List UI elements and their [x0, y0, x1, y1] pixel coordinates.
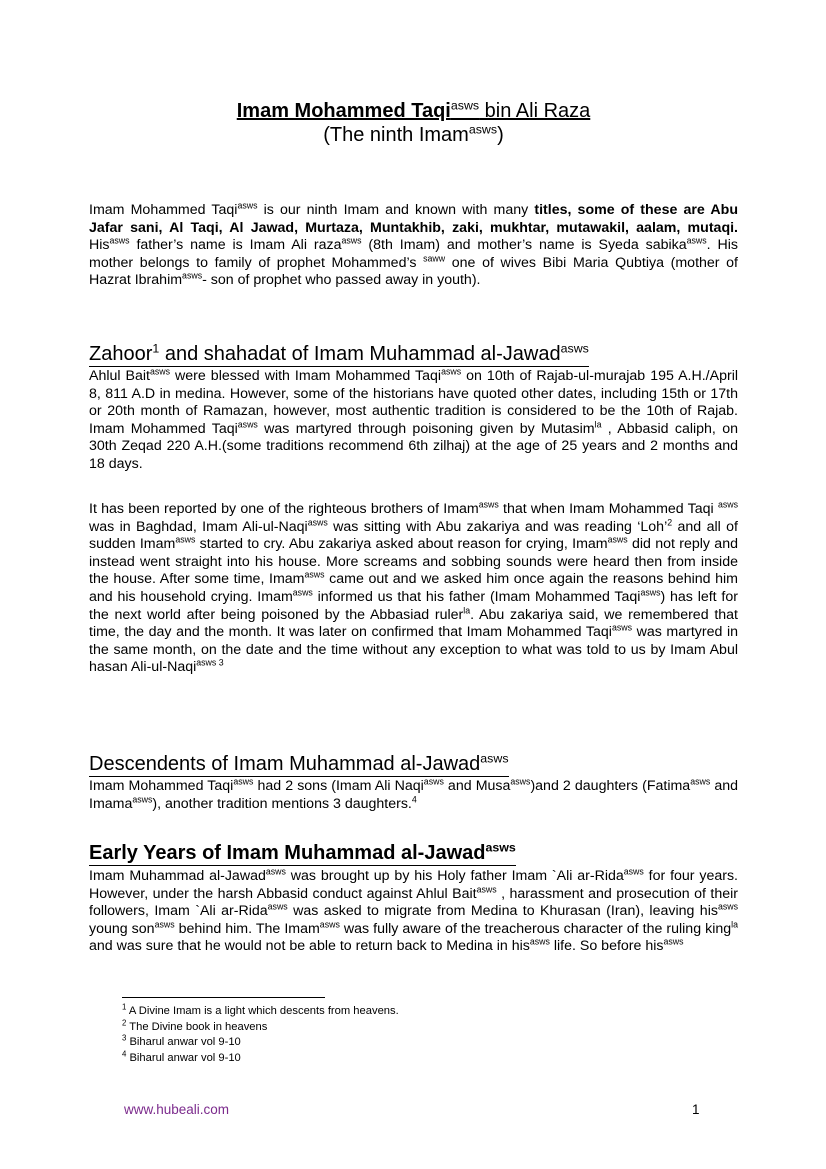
title-rest: bin Ali Raza [479, 100, 591, 122]
descendents-paragraph: Imam Mohammed Taqi$^{asws}$ had 2 sons (Imam Ali Naqi$^{asws}$ and Musa$^{asws}$)and 2 daughters (Fatima$^{asws}$ and Imama$^{asws}$), another tradition mentions 3 daughters.$^4$ [89, 776, 738, 812]
section-heading-descendents: Descendents of Imam Muhammad al-Jawad$^{asws}$ [89, 751, 509, 775]
footnote-2: $^2$ The Divine book in heavens [122, 1017, 268, 1033]
subtitle: (The ninth Imam$^{asws}$) [323, 122, 504, 146]
page-title: Imam Mohammed Taqi$^{asws}$ bin Ali Raza (The ninth Imam$^{asws}$) [89, 99, 738, 147]
section-heading-early-years: Early Years of Imam Muhammad al-Jawad$^{asws}$ [89, 840, 516, 864]
section-heading-zahoor: Zahoor$^1$ and shahadat of Imam Muhammad al-Jawad$^{asws}$ [89, 341, 589, 365]
page-number: 1 [692, 1102, 700, 1117]
footnote-4: $^4$ Biharul anwar vol 9-10 [122, 1048, 241, 1064]
footnote-3: $^3$ Biharul anwar vol 9-10 [122, 1033, 241, 1048]
early-years-paragraph: Imam Muhammad al-Jawad$^{asws}$ was brought up by his Holy father Imam `Ali ar-Rida$^{asws}$ for four years. However, under the harsh Abbasid conduct against Ahlul Bait$^{asws}$ , harassment and prosecution of their followers, Imam `Ali ar-Rida$^{asws}$ was asked to migrate from Medina to Khurasan (Iran), leaving his$^{asws}$ young son$^{asws}$ behind him. The Imam$^{asws}$ was fully aware of the treacherous character of the ruling king$^{la}$ and was sure that he would not be able to return back to Medina in his$^{asws}$ life. So before his$^{asws}$ [89, 866, 738, 955]
footnote-divider [122, 997, 325, 998]
loh-narration-paragraph: It has been reported by one of the righteous brothers of Imam$^{asws}$ that when Imam Mohammed Taqi $^{asws}$ was in Baghdad, Imam Ali-ul-Naqi$^{asws}$ was sitting with Abu zakariya and was reading ‘Loh’$^2$ and all of sudden Imam$^{asws}$ started to cry. Abu zakariya asked about reason for crying, Imam$^{asws}$ did not reply and instead went straight into his house. More screams and sobbing sounds were heard then from inside the house. After some time, Imam$^{asws}$ came out and we asked him once again the reasons behind him and his household crying. Imam$^{asws}$ informed us that his father (Imam Mohammed Taqi$^{asws}$) has left for the next world after being poisoned by the Abbasiad ruler$^{la}$. Abu zakariya said, we remembered that time, the day and the month. It was later on confirmed that Imam Mohammed Taqi$^{asws}$ was martyred in the same month, on the date and the time without any exception to what was told to us by Imam Abul hasan Ali-ul-Naqi$^{asws 3}$ [89, 499, 738, 676]
website-link[interactable]: www.hubeali.com [124, 1102, 230, 1117]
title-bold: Imam Mohammed Taqi [236, 100, 451, 122]
footnote-1: $^1$ A Divine Imam is a light which descents from heavens. [122, 1002, 399, 1017]
footnotes [122, 1004, 399, 1066]
intro-paragraph: Imam Mohammed Taqi$^{asws}$ is our ninth Imam and known with many titles, some of these are Abu Jafar sani, Al Taqi, Al Jawad, Murtaza, Muntakhib, zaki, mukhtar, mutawakil, aalam, mutaqi. His$^{asws}$ father’s name is Imam Ali raza$^{asws}$ (8th Imam) and mother’s name is Syeda sabika$^{asws}$. His mother belongs to family of prophet Mohammed’s $^{saww}$ one of wives Bibi Maria Qubtiya (mother of Hazrat Ibrahim$^{asws}$- son of prophet who passed away in youth). [89, 200, 738, 289]
zahoor-paragraph: Ahlul Bait$^{asws}$ were blessed with Imam Mohammed Taqi$^{asws}$ on 10th of Rajab-ul-murajab 195 A.H./April 8, 811 A.D in medina. However, some of the historians have quoted other dates, including 15th or 17th or 20th month of Ramazan, however, most authentic tradition is considered to be the 10th of Rajab. Imam Mohammed Taqi$^{asws}$ was martyred through poisoning given by Mutasim$^{la}$ , Abbasid caliph, on 30th Zeqad 220 A.H.(some traditions recommend 6th zilhaj) at the age of 25 years and 2 months and 18 days. [89, 366, 738, 472]
